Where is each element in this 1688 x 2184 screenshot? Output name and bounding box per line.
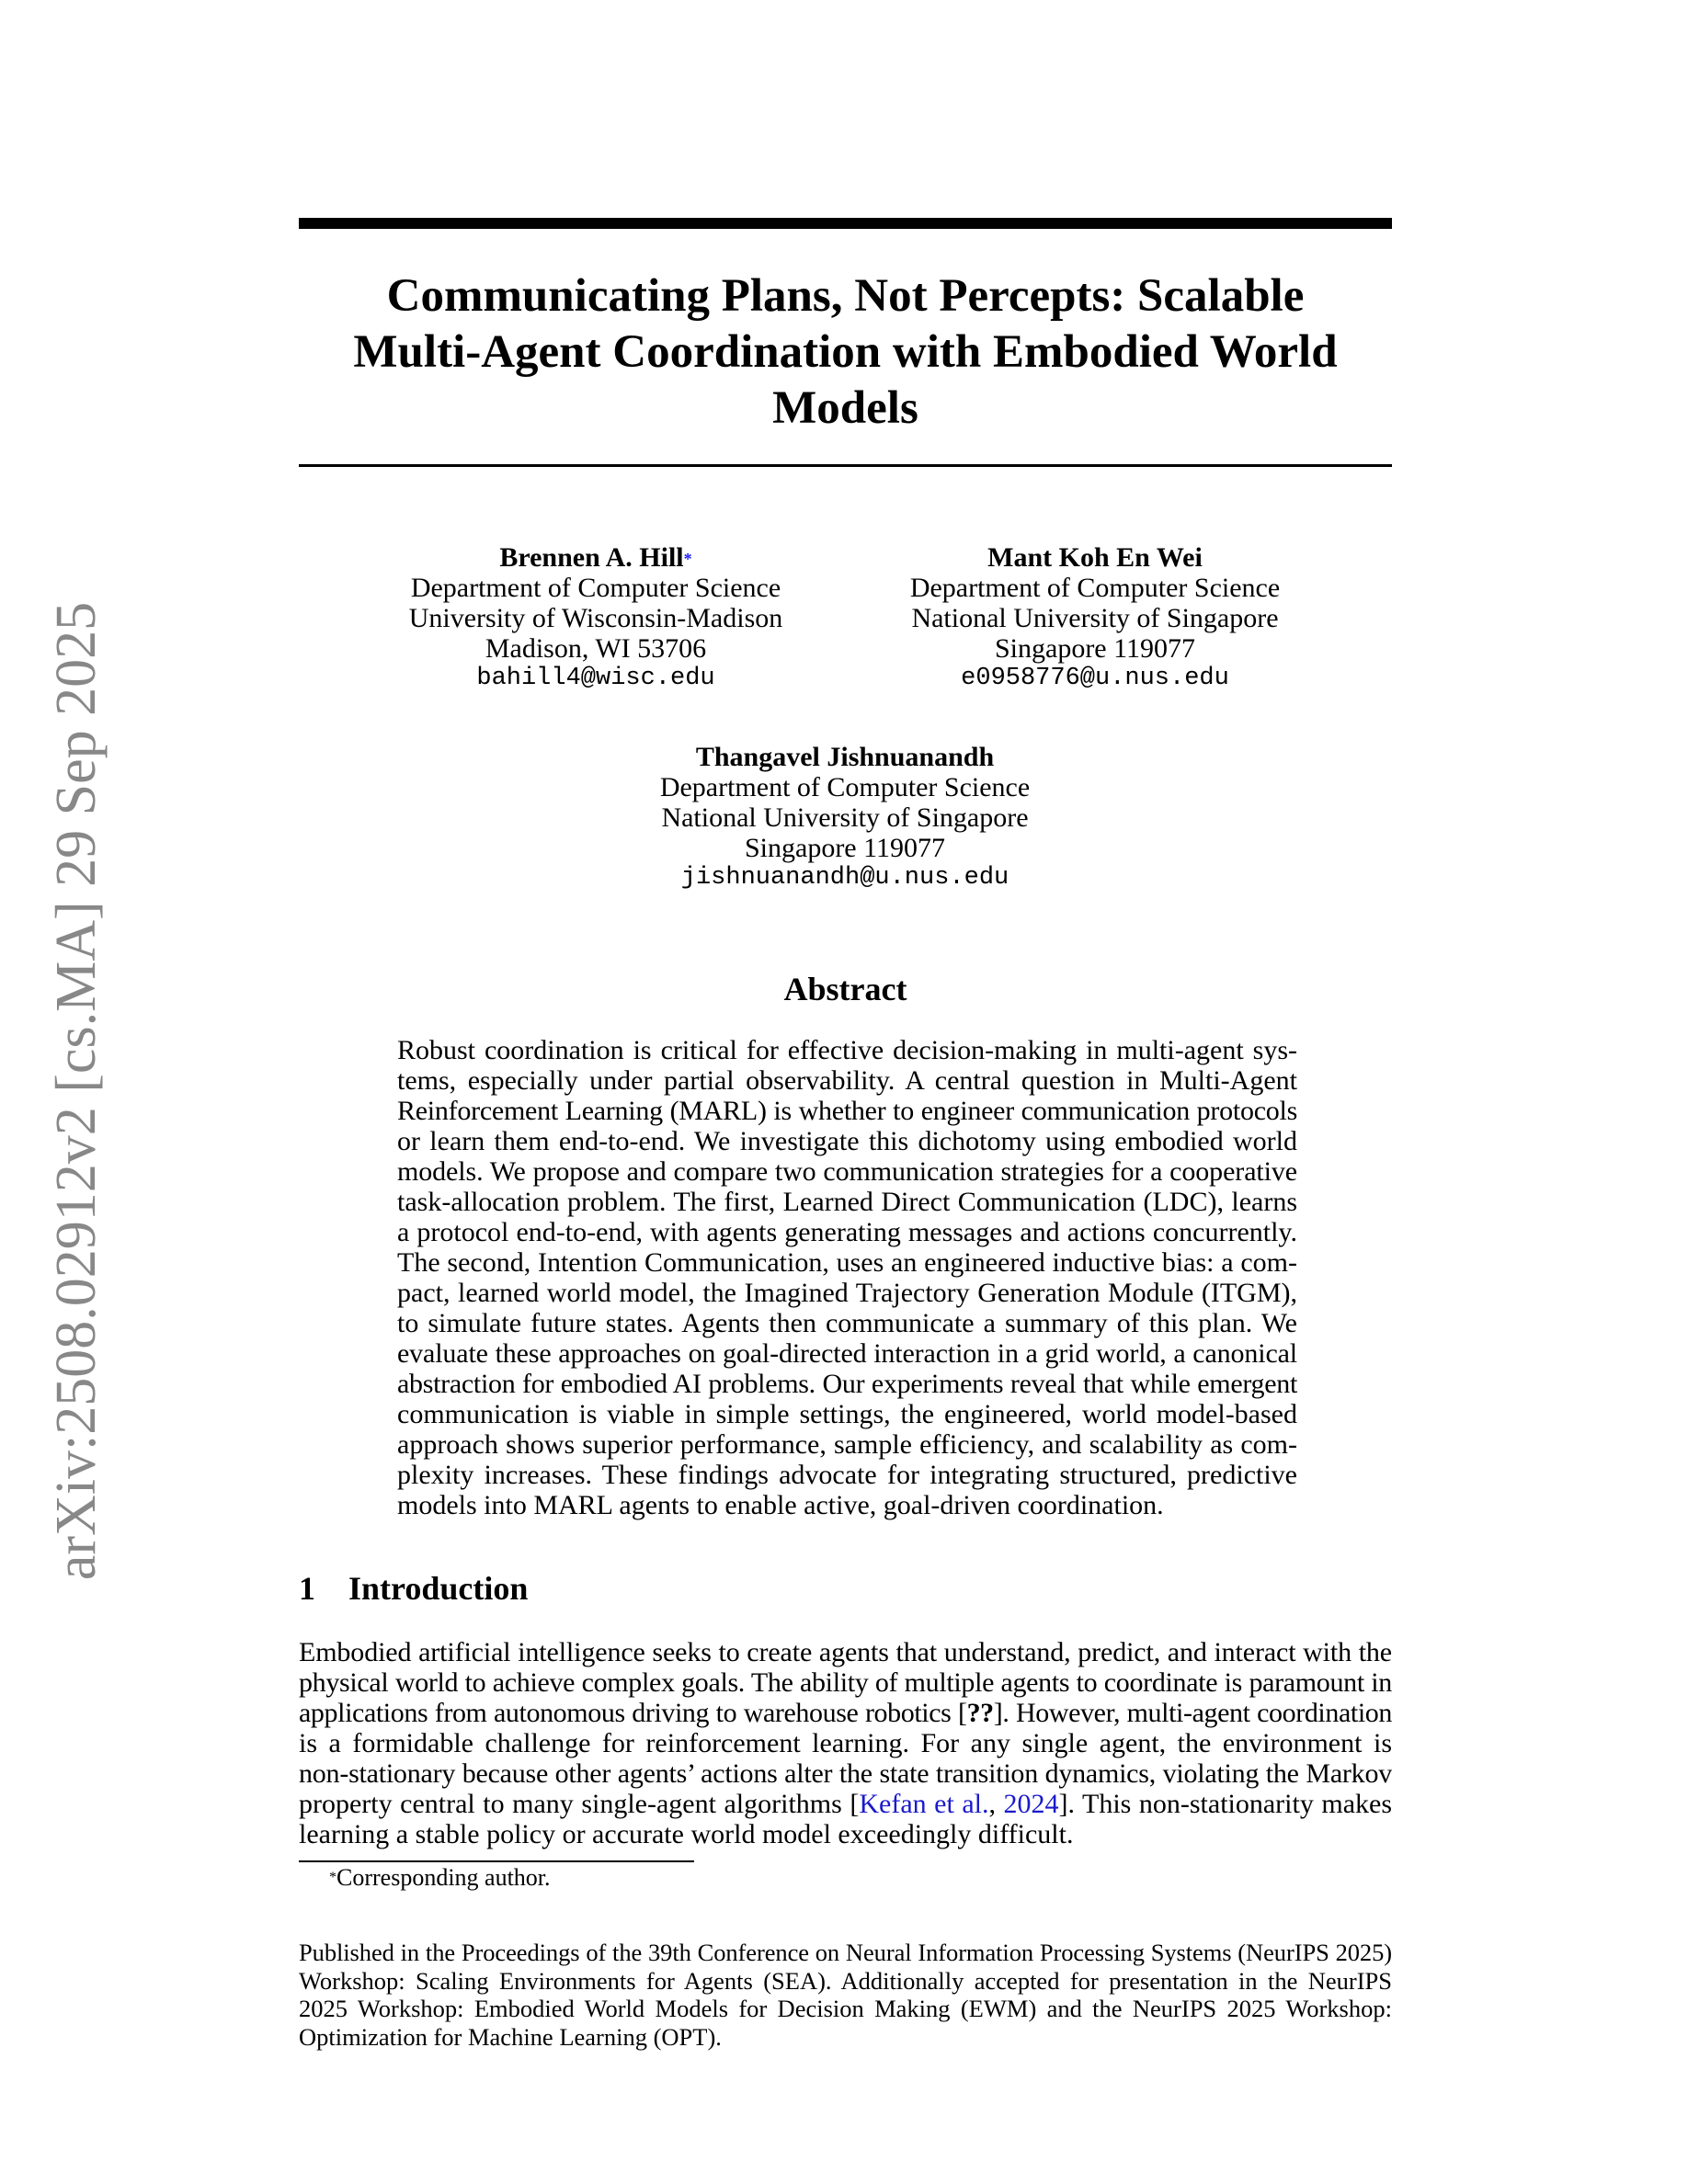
text-line: Reinforcement Learning (MARL) is whether to engineer communication protocols	[397, 1096, 1297, 1126]
title-line: Communicating Plans, Not Percepts: Scalable	[386, 270, 1305, 322]
author-block	[838, 542, 1352, 694]
section-heading-introduction	[299, 1572, 528, 1605]
citation-link-year[interactable]: 2024	[1003, 1789, 1059, 1819]
text-line: plexity increases. These findings advocate for integrating structured, predictive	[397, 1460, 1297, 1490]
footnote	[329, 1864, 551, 1892]
text-line: evaluate these approaches on goal-directed interaction in a grid world, a canonical	[397, 1338, 1297, 1369]
publication-note	[299, 1939, 1392, 2051]
abstract-heading: Abstract	[783, 971, 907, 1007]
author-name-line	[338, 542, 853, 573]
text-line	[299, 1789, 1392, 1819]
author-name: Brennen A. Hill	[499, 542, 684, 573]
footnote-text: Corresponding author.	[336, 1864, 551, 1891]
text-line: communication is viable in simple settings, the engineered, world model-based	[397, 1399, 1297, 1429]
text-line	[299, 1698, 1392, 1728]
section-title: Introduction	[348, 1570, 529, 1607]
text-line: non-stationary because other agents’ actions alter the state transition dynamics, violating the Markov	[299, 1758, 1392, 1789]
author-name: Thangavel Jishnuanandh	[695, 742, 995, 772]
arxiv-identifier-stamp: arXiv:2508.02912v2 [cs.MA] 29 Sep 2025	[45, 601, 108, 1581]
author-email: bahill4@wisc.edu	[476, 665, 715, 692]
text-line: Workshop: Scaling Environments for Agents (SEA). Additionally accepted for presentation in the NeurIPS	[299, 1966, 1392, 1995]
text-line: models into MARL agents to enable active, goal-driven coordination.	[397, 1490, 1164, 1520]
footnote-rule	[299, 1860, 694, 1862]
text-line: pact, learned world model, the Imagined Trajectory Generation Module (ITGM),	[397, 1278, 1297, 1308]
author-block	[587, 742, 1102, 893]
text-line: physical world to achieve complex goals. The ability of multiple agents to coordinate is paramount in	[299, 1667, 1392, 1698]
text-line: learning a stable policy or accurate world model exceedingly difficult.	[299, 1819, 1074, 1849]
author-address: Singapore 119077	[744, 833, 946, 863]
text-line: Optimization for Machine Learning (OPT).	[299, 2022, 722, 2051]
author-address: Madison, WI 53706	[485, 633, 707, 664]
author-department: Department of Computer Science	[909, 573, 1281, 603]
text-line: Published in the Proceedings of the 39th Conference on Neural Information Processing Systems (NeurIPS 2025)	[299, 1939, 1392, 1966]
footnote-marker[interactable]: *	[683, 550, 692, 568]
author-block	[338, 542, 853, 694]
text-line: Embodied artificial intelligence seeks to create agents that understand, predict, and interact with the	[299, 1637, 1392, 1667]
text-segment: property central to many single-agent algorithms [	[299, 1789, 860, 1819]
citation-link-author[interactable]: Kefan et al.	[859, 1789, 989, 1819]
footnote-mark: *	[329, 1870, 336, 1885]
author-address: Singapore 119077	[994, 633, 1196, 664]
text-line: models. We propose and compare two communication strategies for a cooperative	[397, 1156, 1297, 1187]
author-affiliation: National University of Singapore	[911, 603, 1279, 633]
title-bottom-rule	[299, 464, 1392, 467]
text-line: a protocol end-to-end, with agents generating messages and actions concurrently.	[397, 1217, 1297, 1247]
author-affiliation: University of Wisconsin-Madison	[408, 603, 783, 633]
section-number: 1	[299, 1570, 315, 1607]
text-segment: ]. This non-stationarity makes	[1058, 1789, 1392, 1819]
author-department: Department of Computer Science	[659, 772, 1031, 802]
title-line: Models	[772, 382, 918, 434]
author-department: Department of Computer Science	[410, 573, 781, 603]
text-line: abstraction for embodied AI problems. Our experiments reveal that while emergent	[397, 1369, 1297, 1399]
text-segment: ]. However, multi-agent coordination	[993, 1698, 1392, 1728]
introduction-body	[299, 1637, 1392, 1849]
paper-title	[299, 268, 1392, 437]
text-line: approach shows superior performance, sample efficiency, and scalability as com-	[397, 1429, 1297, 1460]
text-line: or learn them end-to-end. We investigate this dichotomy using embodied world	[397, 1126, 1297, 1156]
abstract-body	[397, 1035, 1297, 1520]
text-segment: applications from autonomous driving to warehouse robotics [	[299, 1698, 967, 1728]
text-line: Robust coordination is critical for effective decision-making in multi-agent sys-	[397, 1035, 1297, 1065]
text-line: The second, Intention Communication, uses an engineered inductive bias: a com-	[397, 1247, 1297, 1278]
text-segment: ,	[988, 1789, 1004, 1819]
author-email: jishnuanandh@u.nus.edu	[680, 864, 1009, 892]
text-line: task-allocation problem. The first, Learned Direct Communication (LDC), learns	[397, 1187, 1297, 1217]
text-line: 2025 Workshop: Embodied World Models for Decision Making (EWM) and the NeurIPS 2025 Workshop:	[299, 1995, 1392, 2022]
text-line: is a formidable challenge for reinforcement learning. For any single agent, the environment is	[299, 1728, 1392, 1758]
author-name: Mant Koh En Wei	[987, 542, 1203, 573]
title-top-rule	[299, 218, 1392, 229]
author-affiliation: National University of Singapore	[661, 802, 1029, 833]
title-line: Multi-Agent Coordination with Embodied World	[353, 326, 1338, 378]
author-email: e0958776@u.nus.edu	[961, 665, 1229, 692]
text-line: to simulate future states. Agents then communicate a summary of this plan. We	[397, 1308, 1297, 1338]
text-line: tems, especially under partial observability. A central question in Multi-Agent	[397, 1065, 1297, 1096]
missing-reference: ??	[966, 1698, 994, 1728]
